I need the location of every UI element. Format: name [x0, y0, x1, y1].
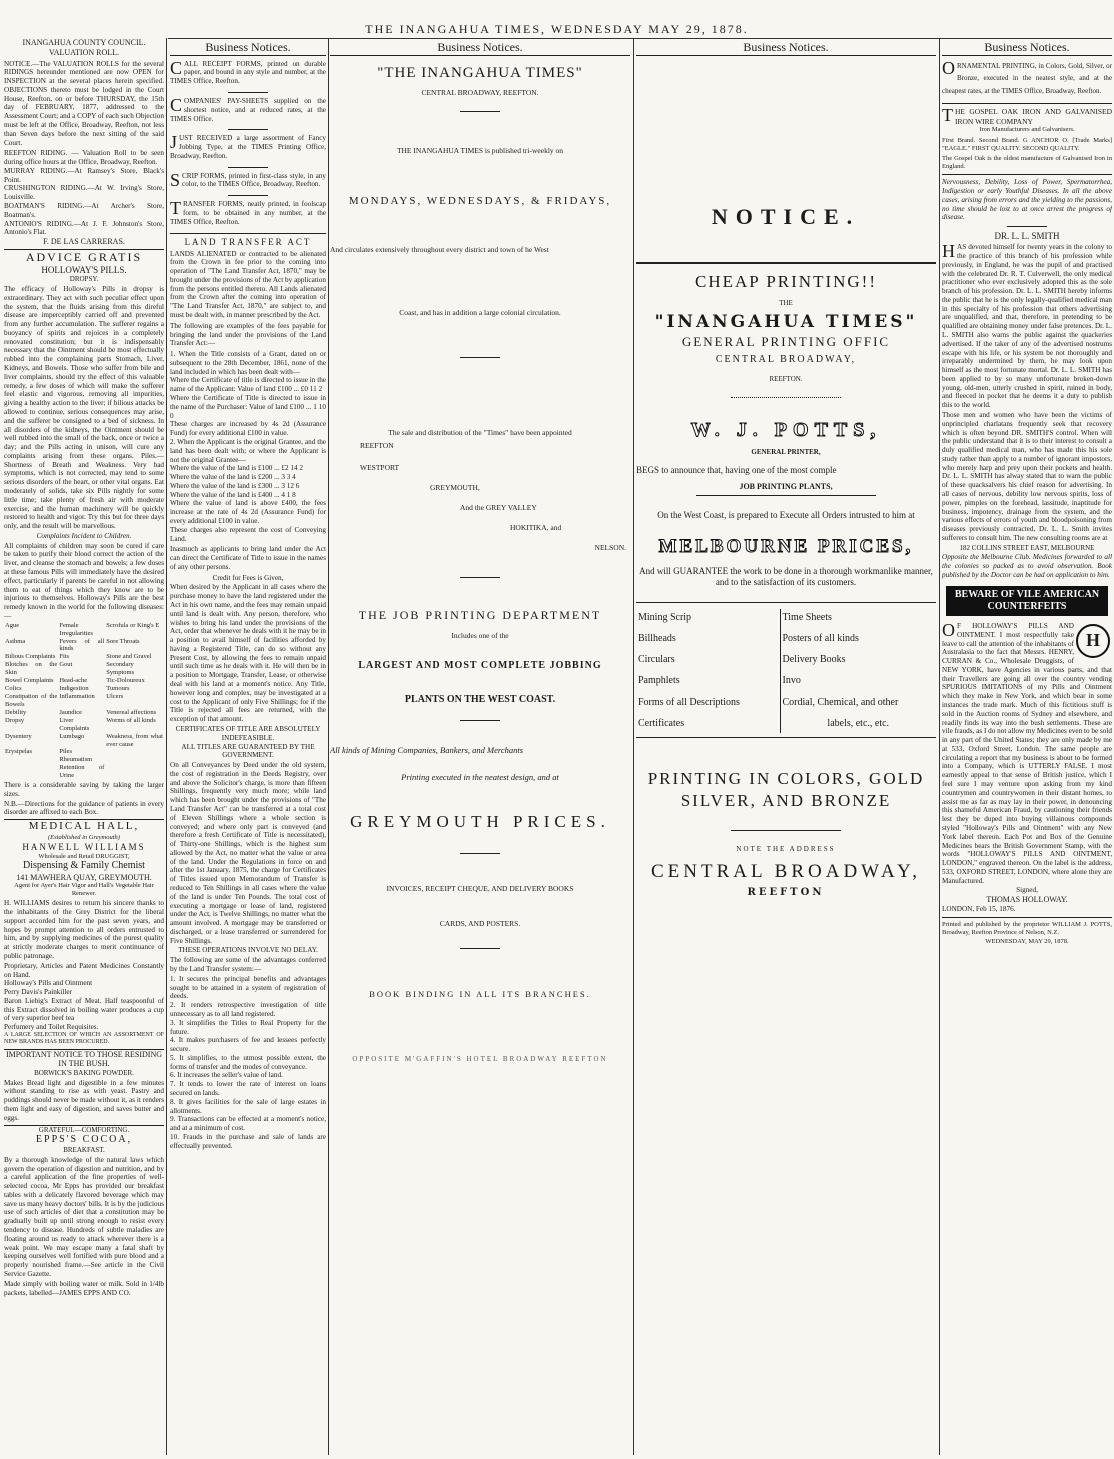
ailment-cell: Liver Complaints [59, 716, 90, 732]
medical-list-item: A LARGE SELECTION OF WHICH AN ASSORTMENT OF NEW BRANDS HAS BEEN PROCURED. [4, 1031, 164, 1046]
column-rule [939, 38, 940, 1455]
ailment-cell [105, 764, 164, 780]
signed-label: Signed, [1016, 886, 1038, 895]
operations-title: THESE OPERATIONS INVOLVE NO DELAY. [178, 946, 318, 955]
fee-item: Where the value of the land is £200 ... 3 3 4 [170, 473, 296, 482]
melbourne-prices: MELBOURNE PRICES, [658, 535, 914, 557]
column-rule [328, 38, 329, 1455]
important-sub: BORWICK'S BAKING POWDER. [34, 1069, 134, 1078]
job-plants: JOB PRINTING PLANTS, [696, 482, 876, 496]
ailment-row [4, 693, 164, 709]
column-heading: Business Notices. [636, 40, 936, 56]
ailment-cell: Rheumatism [59, 756, 93, 764]
medical-list-item: Perfumery and Toilet Requisites. [4, 1023, 99, 1032]
business-ad: CALL RECEIPT FORMS, printed on durable paper, and bound in any style and number, at the TIMES Office, Reefton. [170, 57, 326, 86]
fee-item: Where the Certificate of title is directed to issue in the name of the Applicant: Value of land £100 ... £0 11 2 [170, 376, 326, 394]
column-1 [4, 38, 164, 1455]
town: NELSON. [594, 543, 626, 553]
ailment-cell: Dropsy [5, 716, 25, 724]
ailment-row [4, 653, 164, 661]
guaranteed-title: ALL TITLES ARE GUARANTEED BY THE GOVERNMENT. [181, 742, 315, 760]
published-text: THE INANGAHUA TIMES is published tri-weekly on [396, 146, 564, 156]
job-type: Billheads [638, 632, 676, 644]
ailment-cell: Sore Throats [106, 637, 140, 645]
job-type: Cordial, Chemical, and other [782, 696, 899, 708]
gospel-title: THE GOSPEL OAK IRON AND GALVANISED IRON WIRE COMPANY [942, 105, 1112, 126]
advantages-intro: The following are some of the advantages conferred by the Land Transfer system:— [170, 956, 326, 974]
ailment-cell: Ulcers [106, 692, 124, 700]
ailment-cell: Dysentery [5, 732, 32, 740]
cards-text: CARDS, AND POSTERS. [439, 918, 521, 928]
column-heading: Business Notices. [170, 40, 326, 56]
fee-item: Where the value of the land is £100 ... £2 14 2 [170, 464, 303, 473]
job-title: THE JOB PRINTING DEPARTMENT [358, 608, 602, 623]
date-footer: WEDNESDAY, MAY 29, 1878. [985, 937, 1069, 945]
saving-note: There is a considerable saving by taking the larger sizes. [4, 781, 164, 798]
potts-name: W. J. POTTS, [690, 419, 882, 442]
all-kinds-text: All kinds of Mining Companies, Bankers, and Merchants [330, 745, 524, 756]
ailment-cell: Scrofula or King's E [106, 621, 160, 629]
advantage-item: 2. It renders retrospective investigation of title unnecessary as to all land registered. [170, 1001, 326, 1018]
fees-list [170, 350, 326, 543]
ailment-cell [4, 764, 58, 780]
ailment-cell: Weakness, from what ever cause [106, 732, 163, 748]
town: GREYMOUTH, [430, 483, 480, 493]
children-title: Complaints Incident to Children. [36, 531, 132, 540]
column-heading: Business Notices. [942, 40, 1112, 56]
ailment-cell: Female Irregularities [59, 621, 93, 637]
inasmuch-text: Inasmuch as applicants to bring land under the Act can direct the Certificate of Title to issue in the names of any other persons. [170, 545, 326, 571]
ailment-cell: Fits [59, 653, 70, 661]
fee-item: Where the value of land is above £400, the fees increase at the rate of 4s 2d (Assurance Fund) for every additional £100 in value. [170, 499, 326, 525]
ailment-cell: Constipation of the Bowels [5, 692, 58, 708]
ailment-cell: Tumours [106, 685, 130, 693]
fee-item: Where the value of the land is £300 ... 3 12 6 [170, 481, 300, 490]
nervousness-text: Nervousness, Debility, Loss of Power, Spermatorrhea, Indigestion or early Youthful Diseases. In all the above cases, arising from errors and the yielding to the passions, no time should be lost to at once arrest the progress of disease. [942, 178, 1112, 222]
valuation-title: VALUATION ROLL. [48, 47, 120, 57]
holloway-seal-icon: H [1076, 624, 1110, 658]
job-type: Certificates [638, 717, 685, 729]
holloway-title: HOLLOWAY'S PILLS. [41, 264, 127, 275]
sale-note: The sale and distribution of the "Times" have been appointed [388, 427, 572, 437]
ailment-cell: Head-ache [59, 677, 88, 685]
job-type: Pamphlets [638, 675, 680, 687]
credit-body: When desired by the Applicant in all cases where the purchase money to have the land registered under the Act in his own name, and the fees may remain unpaid until land is dealt with. Any person, therefore, who wishes to bring his land under the provisions of the Act, order that whenever he deals with it he may be in a position to avail himself of facilities afforded by having a Registered Title, can do so without any Present Cost, by allowing the fees to remain unpaid until such time as he deals with it. He will then be in a position to Mortgage, Transfer, Lease, or otherwise deal with his land at a moment's notice. Any Title, however long and complex, may be investigated at a cost to the Applicant of only Five Shillings; for if the Title is rejected all fees are returned, with the exception of that amount. [170, 583, 326, 724]
epps-body: By a thorough knowledge of the natural laws which govern the operation of digestion and nutrition, and by a careful application of the fine properties of well-selected cocoa, Mr Epps has provided our breakfast tables with a delicately flavored beverage which may save us many heavy doctors' bills. It is by the judicious use of such articles of diet that a constitution may be gradually built up until strong enough to resist every tendency to disease. Hundreds of subtle maladies are floating around us ready to attack wherever there is a weak point. We may escape many a fatal shaft by keeping ourselves well fortified with pure blood and a properly nourished frame.—See article in the Civil Service Gazette. [4, 1155, 164, 1278]
beware-banner: BEWARE OF VILE AMERICAN COUNTERFEITS [946, 586, 1108, 616]
dropsy-title: DROPSY. [69, 275, 99, 284]
fee-item: Where the Certificate of Title is directed to issue in the name of the Purchaser: Value of land £100 ... 1 10 0 [170, 394, 326, 420]
ailment-row [4, 709, 164, 717]
ailment-cell [4, 756, 58, 764]
coast-text: Coast, and has in addition a large colonial circulation. [399, 307, 561, 317]
town: HOKITIKA, and [510, 523, 562, 533]
job-sub: Includes one of the [451, 630, 509, 640]
medical-list-item: Baron Liebig's Extract of Meat. Half teaspoonful of this Extract dissolved in boiling water produces a cup of very superior beef tea [4, 996, 164, 1023]
ailment-cell [105, 748, 164, 756]
west-coast-text: On the West Coast, is prepared to Execute all Orders intrusted to him at [657, 509, 915, 520]
column-rule [166, 38, 167, 1455]
council-signature: F. DE LAS CARRERAS. [43, 237, 125, 247]
land-title: LAND TRANSFER ACT [184, 236, 312, 247]
job-type: Delivery Books [782, 654, 846, 666]
ailment-cell: Inflammation [59, 692, 95, 700]
ailment-row [4, 764, 164, 780]
ailment-cell: Jaundice [59, 708, 83, 716]
largest-text: LARGEST AND MOST COMPLETE JOBBING [358, 659, 602, 671]
ailment-row [4, 733, 164, 749]
important-body: Makes Bread light and digestible in a few minutes without standing to rise as with yeast. Pastry and puddings should never be made without it, as it renders them light and easy of digestion, and saves butter and eggs. [4, 1078, 164, 1122]
medical-list-item: Proprietary, Articles and Patent Medicines Constantly on Hand. [4, 961, 164, 979]
holloway-signature: THOMAS HOLLOWAY. [986, 895, 1068, 905]
riding-item: REEFTON RIDING. — Valuation Roll to be seen during office hours at the Office, Broadway, Reefton. [4, 149, 164, 167]
business-ad: COMPANIES' PAY-SHEETS supplied on the shortest notice, and at reduced rates, at the TIMES Office. [170, 94, 326, 123]
printer-label: GENERAL PRINTER, [751, 448, 821, 457]
ailment-row [4, 661, 164, 677]
ailment-cell: Retention of Urine [59, 764, 105, 780]
job-type: labels, etc., etc. [827, 717, 890, 729]
bookbinding-text: BOOK BINDING IN ALL ITS BRANCHES. [369, 988, 591, 999]
publication-days: MONDAYS, WEDNESDAYS, & FRIDAYS, [348, 195, 612, 208]
advantage-item: 7. It tends to lower the rate of interest on loans secured on lands. [170, 1080, 326, 1097]
smith-body-2: Those men and women who have been the victims of unprincipled charlatans frequently seek that recovery which is often beyond DR. SMITH'S control. When will the public understand that it is to their interest to consult a duly qualified medical man, who has made this his sole study rather than apply to a number of ignorant impostors, who merely harp and prey upon their pockets and health. Dr. L. L. SMITH has alway stated that to warn the public of these quacksalvers his chief reason for advertising. In all cases of nervous, debility low nervous spirits, loss of power, pimples on the forehead, lassitude, inaptitude for business, impotency, drainage from the system, and the various effects of errors of youth and bloodpoisoning from diseases previously contracted, Dr. L. L. Smith invites sufferers to consult him. The new consulting rooms are at [942, 411, 1112, 542]
ornamental-ad: ORNAMENTAL PRINTING, in Colors, Gold, Silver, or Bronze, executed in the neatest style, and at the cheapest rates, at the TIMES Office, Broadway, Reefton. [942, 57, 1112, 95]
ailment-cell: Debility [5, 708, 27, 716]
medical-sub: (Established in Greymouth) [48, 833, 120, 841]
ailment-row [4, 685, 164, 693]
advantage-item: 5. It simplifies, to the utmost possible extent, the forms of transfer and the modes of conveyance. [170, 1053, 326, 1071]
epps-foot: Made simply with boiling water or milk. Sold in 1/4lb packets, labelled—JAMES EPPS AND CO. [4, 1279, 164, 1297]
notice-word: NOTICE. [711, 203, 861, 229]
plants-text: PLANTS ON THE WEST COAST. [404, 693, 556, 705]
ailment-cell: Lumbago [59, 732, 85, 740]
advantage-item: 3. It simplifies the Titles to Real Property for the future. [170, 1018, 326, 1036]
riding-item: ANTONIO'S RIDING.—At J. F. Johnston's Store, Antonio's Flat. [4, 219, 164, 237]
smith-foot: Opposite the Melbourne Club. Medicines forwarded to all the colonies so packed as to avoid observation. Book published by the Doctor can be had on application to him. [942, 553, 1112, 579]
ailments-table [4, 622, 164, 780]
guarantee-text: And will GUARANTEE the work to be done in a thorough workmanlike manner, and to the satisfaction of its customers. [639, 565, 933, 587]
fee-item: 2. When the Applicant is the original Grantee, and the land has been dealt with; or where the Applicant is not the original Grantee— [170, 437, 326, 464]
medical-address: 141 MAWHERA QUAY, GREYMOUTH. [16, 872, 152, 882]
fee-item: Where the value of the land is £400 ... 4 1 8 [170, 490, 296, 499]
gospel-brands: First Brand. Second Brand. G ANCHOR O. [Trade Marks] "EAGLE." FIRST QUALITY. SECOND QUALITY. [942, 136, 1112, 152]
job-type: Mining Scrip [638, 611, 692, 623]
towns-list [330, 441, 630, 551]
nb-note: N.B.—Directions for the guidance of patients in every disorder are affixed to each Box. [4, 799, 164, 817]
ailment-cell: Bilious Complaints [5, 653, 56, 661]
job-type: Forms of all Descriptions [638, 696, 740, 708]
column-3 [330, 38, 630, 1455]
job-type: Posters of all kinds [782, 632, 859, 644]
the-label: THE [779, 299, 793, 308]
business-ad: SCRIP FORMS, printed in first-class style, in any color, to the TIMES Office, Broadway, Reefton. [170, 169, 326, 190]
column-5 [942, 38, 1112, 1455]
colors-text: PRINTING IN COLORS, GOLD SILVER, AND BRONZE [647, 768, 925, 810]
fee-item: 1. When the Title consists of a Grant, dated on or subsequent to the 28th December, 1861, none of the land included in which has been dealt with— [170, 350, 326, 376]
ailment-row [4, 622, 164, 638]
valuation-body: NOTICE.—The VALUATION ROLLS for the several RIDINGS hereunder mentioned are now OPEN for INSPECTION at the several places herein specified. OBJECTIONS thereto must be lodged in the Court House, Reefton, on or before THURSDAY, the 15th day of FEBRUARY, 1877, addressed to the Assessment Court; and a COPY of each such Objection must be left at the Office, Broadway, Reefton, not less than Seven days before the next sitting of the said Court. [4, 59, 164, 147]
fee-item: These charges also represent the cost of Conveying Land. [170, 525, 326, 543]
ailment-cell: Fevers of all kinds [59, 637, 105, 653]
smith-address: 182 COLLINS STREET EAST, MELBOURNE [959, 543, 1095, 552]
council-title: INANGAHUA COUNTY COUNCIL. [22, 38, 146, 47]
printing-executed-text: Printing executed in the neatest design, and at [401, 771, 559, 782]
column-2 [170, 38, 326, 1455]
advantage-item: 10. Frauds in the purchase and sale of lands are effectually prevented. [170, 1132, 326, 1150]
epps-title: EPPS'S COCOA, [35, 1134, 133, 1146]
medical-agent: Agent for Ayer's Hair Vigor and Hall's Vegetable Hair Renewer. [14, 882, 154, 898]
ailment-cell [105, 756, 164, 764]
medical-list-item: Holloway's Pills and Ointment [4, 979, 93, 988]
medical-chemist: Dispensing & Family Chemist [23, 860, 145, 872]
job-type: Circulars [638, 654, 675, 666]
job-type: Invo [782, 675, 801, 687]
printer-imprint: Printed and published by the proprietor WILLIAM J. POTTS, Broadway, Reefton Province of Nelson, N.Z. [942, 920, 1112, 936]
medical-list [4, 962, 164, 1047]
ailment-cell: Erysipelas [5, 748, 33, 756]
ailment-cell: Stone and Gravel [106, 653, 152, 661]
business-ad: TRANSFER FORMS, neatly printed, in foolscap form, to be obtained in any number, at the TIMES Office, Reefton. [170, 198, 326, 226]
paper-address: CENTRAL BROADWAY, REEFTON. [421, 87, 539, 97]
ailment-cell: Worms of all kinds [106, 716, 156, 724]
town: REEFTON [360, 441, 394, 451]
epps-sub: BREAKFAST. [63, 1146, 105, 1155]
column-4 [636, 38, 936, 1455]
general-printing: GENERAL PRINTING OFFIC [681, 334, 891, 350]
advantage-item: 4. It makes purchasers of fee and lessees perfectly secure. [170, 1036, 326, 1054]
central-broadway-large: CENTRAL BROADWAY, [651, 860, 921, 882]
note-address: NOTE THE ADDRESS [736, 845, 836, 854]
riding-item: BOATMAN'S RIDING.—At Archer's Store, Boatman's. [4, 202, 164, 219]
holloway-body: The efficacy of Holloway's Pills in dropsy is extraordinary. They act with such peculiar effect upon the system, that the fluids arising from this direful disease are imperceptibly carried off and prevented from any further accumulation. The sufferer regains a buoyancy of spirits and rejoices in a completely renovated constitution; but it is indispensably necessary that the Ointment should be most effectually rubbed into the complaining parts Stomach, Liver, Kidneys, and Bowels. Those who suffer from bile and liver complaints, should try the effect of this valuable remedy, a few doses of which will make the sufferer feel elastic and vigorous, removing all impurities, giving a healthy action to the liver; if bilious attacks be allowed to continue, serious consequences may arise, and the sufferer be consigned to a bed of sickness. In all disorders of the kidneys, the Ointment should be well rubbed into the small of the back, once or twice a day; and the Pills acting in unison, will cure any complaints arising from these organs. Piles.—Shortness of Breath and Weakness. Very bad symptoms, which is not corrected, may tend to some serious disorders of the heart, or other vital organs. Eat moderately of solids, take six Pills nightly for some little time; take plenty of fresh air with moderate exercise, and the human machinery will be quickly restored to health and vigor. Try this but for three days only, and the result will be marvellous. [4, 285, 164, 531]
column-footer: OPPOSITE M'GAFFIN'S HOTEL BROADWAY REEFTON [352, 1055, 608, 1064]
conveyances-body: On all Conveyances by Deed under the old system, the cost of registration in the Deeds Registry, over and above the Solicitor's charge, is more than fifteen Shillings, frequently very much more; while land which has been brought under the provisions of "The Land Transfer Act" can be transferred at a total cost of Eleven Shillings where a whole section is conveyed; and where only part is conveyed (and therefore a fresh Certificate of Title is necessitated), of Thirty-one Shillings, which is the highest sum allowed by the Act, no matter what the value or area of the land. Under the Regulations in force on and after the 1st January, 1875, the charge for Certificates of Titles issued upon Memorandum of Transfer is reduced to Ten Shillings in all cases where the value of the land is under Ten Pounds. The total cost of executing a mortgage or lease of land, registered under the Act, is Twelve Shillings, no matter what the amount involved. A mortgage may be transferred or discharged, or a lease transferred or surrendered for Five Shillings. [170, 761, 326, 945]
certs-title: CERTIFICATES OF TITLE ARE ABSOLUTELY INDEFEASIBLE. [175, 724, 321, 742]
gospel-note: The Gospel Oak is the oldest manufacture of Galvanised Iron in England. [942, 155, 1112, 171]
town: And the GREY VALLEY [460, 503, 537, 513]
advantage-item: 1. It secures the principal benefits and advantages sought to be attained in a system of registration of deeds. [170, 974, 326, 1001]
ailment-row [4, 717, 164, 733]
smith-title: DR. L. L. SMITH [994, 231, 1060, 242]
medical-list-item: Perry Davis's Painkiller [4, 988, 72, 997]
medical-trade: Wholesale and Retail DRUGGIST, [38, 852, 130, 860]
advice-title: ADVICE GRATIS [25, 249, 143, 264]
ailment-cell: Piles [59, 748, 72, 756]
fee-item: These charges are increased by 4s 2d (Assurance Fund) for every additional £100 in value. [170, 420, 326, 438]
cheap-printing: CHEAP PRINTING!! [694, 272, 877, 292]
times-name: "INANGAHUA TIMES" [654, 311, 918, 332]
ailment-row [4, 756, 164, 764]
riding-item: MURRAY RIDING.—At Ramsey's Store, Black's Point. [4, 166, 164, 184]
ailment-cell: Blotches on the Skin [5, 661, 58, 677]
medical-title: MEDICAL HALL, [28, 820, 140, 833]
column-rule [633, 38, 634, 1455]
ailment-cell: Indigestion [59, 685, 89, 693]
invoices-text: INVOICES, RECEIPT CHEQUE, AND DELIVERY BOOKS [386, 883, 574, 893]
paper-title: "THE INANGAHUA TIMES" [377, 64, 583, 81]
signature-date: LONDON, Feb 15, 1876. [942, 904, 1016, 913]
job-types-table [636, 609, 936, 733]
credit-title: Credit for Fees is Given, [212, 573, 284, 582]
advantage-item: 6. It increases the seller's value of land. [170, 1071, 283, 1080]
ailment-cell: Venereal affections [106, 708, 157, 716]
ailment-row [4, 638, 164, 654]
ailment-row [4, 748, 164, 756]
counterfeit-body: OF HOLLOWAY'S PILLS AND OINTMENT. I most respectfully take leave to call the attention of the inhabitants of Australasia to the fact that Messrs. HENRY, CURRAN & Co., Wholesale Druggists, of NEW YORK, have Agencies in various parts, and that their Travellers are going all over the country vending SPURIOUS IMITATIONS of my Pills and Ointment which they make in New York, and which bear in some instances the trade mark. Much of this fictitious stuff is sold in the Auction rooms of Sydney and elsewhere, and readily finds its way into the bush settlements. These are vile frauds, as I do not allow my Medicines even to be sold in any part of the United States; they are only made by me at 533, Oxford Street, London. The same people are circulating a report that my business is about to be formed into a Company, which is UTTERLY FALSE. I most earnestly appeal to that sense of British justice, which I feel sure I may venture upon asking from my kind countrymen and countrywomen in their distant homes, to assist me as far as may lay in their power, in denouncing this shameful American Fraud, by cautioning their friends lest they be duped into buying villainous compounds styled "Holloway's Pills and Ointment" with any New York label thereon. Each Pot and Box of the Genuine Medicines bears the British Government Stamp, with the words "HOLLOWAY'S PILLS AND OINTMENT, LONDON," engraved thereon. On the label is the address, 533, OXFORD STREET, LONDON, where alone they are Manufactured. [942, 619, 1112, 885]
column-heading: Business Notices. [330, 40, 630, 56]
ailment-cell: Bowel Complaints [5, 677, 54, 685]
smith-body: HAS devoted himself for twenty years in the colony to the practice of this branch of his profession while previously, in England, he was the pupil of and practised with the celebrated Dr. R. T. Culverwell, the only medical practitioner who ever exclusively adopted this as the sole branch of his profession. Dr. L. L. SMITH hereby informs the public that he is the only legally-qualified medical man in this specialty of his profession that others advertising are unqualified, and that, therefore, in pretending to be qualified are obtaining money under false pretences. Dr. L. L. SMITH also warns the public against the quackeries advertised. If the taker of any of the advertised nostrums escape with his life, or his system be not thoroughly and irreparably undermined by them, he may look upon himself as the most fortunate mortal. Dr. L. L. SMITH has been applied to by so many unfortunate broken-down young, old-men, utterly crushed in spirit, ruined in body, and fleeced in pocket that he deems it a duty to publish this to the world. [942, 241, 1112, 410]
fees-intro: The following are examples of the fees payable for bringing the land under the provisions of the Land Transfer Act:— [170, 321, 326, 348]
ailment-cell: Colics [5, 685, 22, 693]
ailment-cell: Ague [5, 621, 20, 629]
riding-item: CRUSHINGTON RIDING.—At W. Irving's Store, Louisville. [4, 184, 164, 202]
greymouth-prices: GREYMOUTH PRICES. [350, 811, 610, 831]
begs-text: BEGS to announce that, having one of the most comple [636, 464, 837, 475]
job-type: Time Sheets [782, 611, 832, 623]
central-broadway: CENTRAL BROADWAY, [715, 354, 857, 366]
epps-pre: GRATEFUL—COMFORTING. [38, 1125, 130, 1134]
ailment-row [4, 677, 164, 685]
advantage-item: 9. Transactions can be effected at a moment's notice, and at a minimum of cost. [170, 1115, 326, 1133]
medical-name: HANWELL WILLIAMS [22, 841, 146, 852]
medical-body: H. WILLIAMS desires to return his sincere thanks to the inhabitants of the Grey District for the liberal support accorded him for the past seven years, and hopes by prompt attention to all orders entrusted to him, and by supplying medicines of the purest quality at strictly moderate charges to merit continuance of public patronage. [4, 899, 164, 960]
ailment-cell: Asthma [5, 637, 26, 645]
town: WESTPORT [360, 463, 400, 473]
ailment-cell: Gout [59, 661, 73, 669]
circulates-text: And circulates extensively throughout every district and town of he West [330, 244, 549, 254]
ailment-cell: Tic-Doloureux [106, 677, 145, 685]
gospel-sub: Iron Manufacturers and Galvanisers. [979, 125, 1075, 133]
ridings-list [4, 149, 164, 237]
ailment-cell: Secondary Symptoms [106, 661, 135, 677]
advantages-list [170, 975, 326, 1151]
important-title: IMPORTANT NOTICE TO THOSE RESIDING IN THE BUSH. [5, 1049, 163, 1069]
reefton-gothic: REEFTON [747, 886, 825, 898]
masthead: THE INANGAHUA TIMES, WEDNESDAY MAY 29, 1878. [365, 22, 749, 36]
business-ad: JUST RECEIVED a large assortment of Fancy Jobbing Type, at the TIMES Printing Office, Broadway, Reefton. [170, 132, 326, 160]
advantage-item: 8. It gives facilities for the sale of large estates in allotments. [170, 1097, 326, 1115]
reefton-label: REEFTON. [769, 374, 803, 383]
children-body: All complaints of children may soon be cured if care be taken to purify their blood correct the action of the liver, and cleanse the stomach and bowels; a few doses at these famous Pills will immediately have the desired effect, particularly if parents be careful in not allowing them to eat of things which they know are to be injurious to themselves. Holloway's Pills are the best remedy known in the world for the following diseases:— [4, 541, 164, 620]
land-body: LANDS ALIENATED or contracted to be alienated from the Crown in fee prior to the coming into operation of "The Land Transfer Act, 1870," may be brought under the provisions of the Act by application from the persons entitled thereto. All Lands alienated from the Crown after the coming into operation of "The Land Transfer Act, 1870," are subject to, and must be dealt with, in manner prescribed by the Act. [170, 249, 326, 319]
